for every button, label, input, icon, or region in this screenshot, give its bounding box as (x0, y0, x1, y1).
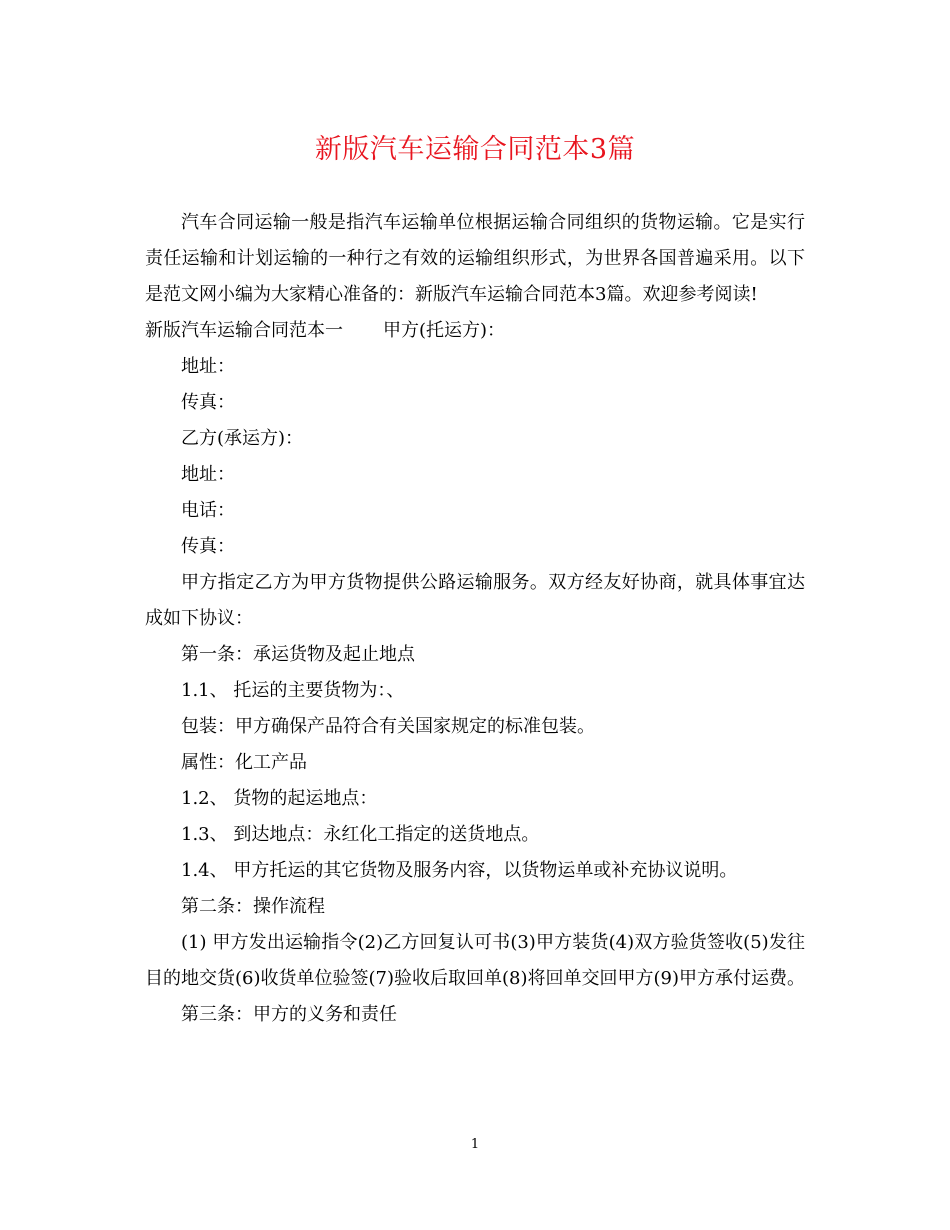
document-title: 新版汽车运输合同范本3篇 (314, 134, 636, 165)
document-body (145, 205, 805, 1033)
agreement-paragraph: 甲方指定乙方为甲方货物提供公路运输服务。双方经友好协商，就具体事宜达成如下协议： (145, 572, 805, 629)
process-paragraph: (1) 甲方发出运输指令(2)乙方回复认可书(3)甲方装货(4)双方验货签收(5)发往目的地交货(6)收货单位验签(7)验收后取回单(8)将回单交回甲方(9)甲方承付运费。 (145, 932, 805, 989)
item-1-1: 1.1、 托运的主要货物为：、 (181, 680, 405, 701)
packaging-line: 包装：甲方确保产品符合有关国家规定的标准包装。 (181, 716, 595, 737)
item-1-2: 1.2、 货物的起运地点： (181, 788, 378, 809)
article-3-title: 第三条：甲方的义务和责任 (181, 1004, 397, 1025)
section-heading-line (145, 313, 805, 349)
item-1-4: 1.4、 甲方托运的其它货物及服务内容，以货物运单或补充协议说明。 (181, 860, 738, 881)
party-b-phone: 电话： (181, 500, 235, 521)
article-2-title: 第二条：操作流程 (181, 896, 325, 917)
party-a-label: 甲方(托运方)： (383, 320, 506, 341)
section-heading: 新版汽车运输合同范本一 (145, 320, 343, 341)
attribute-line: 属性：化工产品 (181, 752, 307, 773)
article-1-title: 第一条：承运货物及起止地点 (181, 644, 415, 665)
item-1-3: 1.3、 到达地点：永红化工指定的送货地点。 (181, 824, 540, 845)
party-b-address: 地址： (181, 464, 235, 485)
party-b-fax: 传真： (181, 536, 235, 557)
party-b-label: 乙方(承运方)： (181, 428, 304, 449)
intro-paragraph: 汽车合同运输一般是指汽车运输单位根据运输合同组织的货物运输。它是实行责任运输和计划运输的一种行之有效的运输组织形式，为世界各国普遍采用。以下是范文网小编为大家精心准备的：新版汽车运输合同范本3篇。欢迎参考阅读! (145, 212, 805, 305)
party-a-address: 地址： (181, 356, 235, 377)
page-number: 1 (470, 1137, 480, 1152)
party-a-fax: 传真： (181, 392, 235, 413)
